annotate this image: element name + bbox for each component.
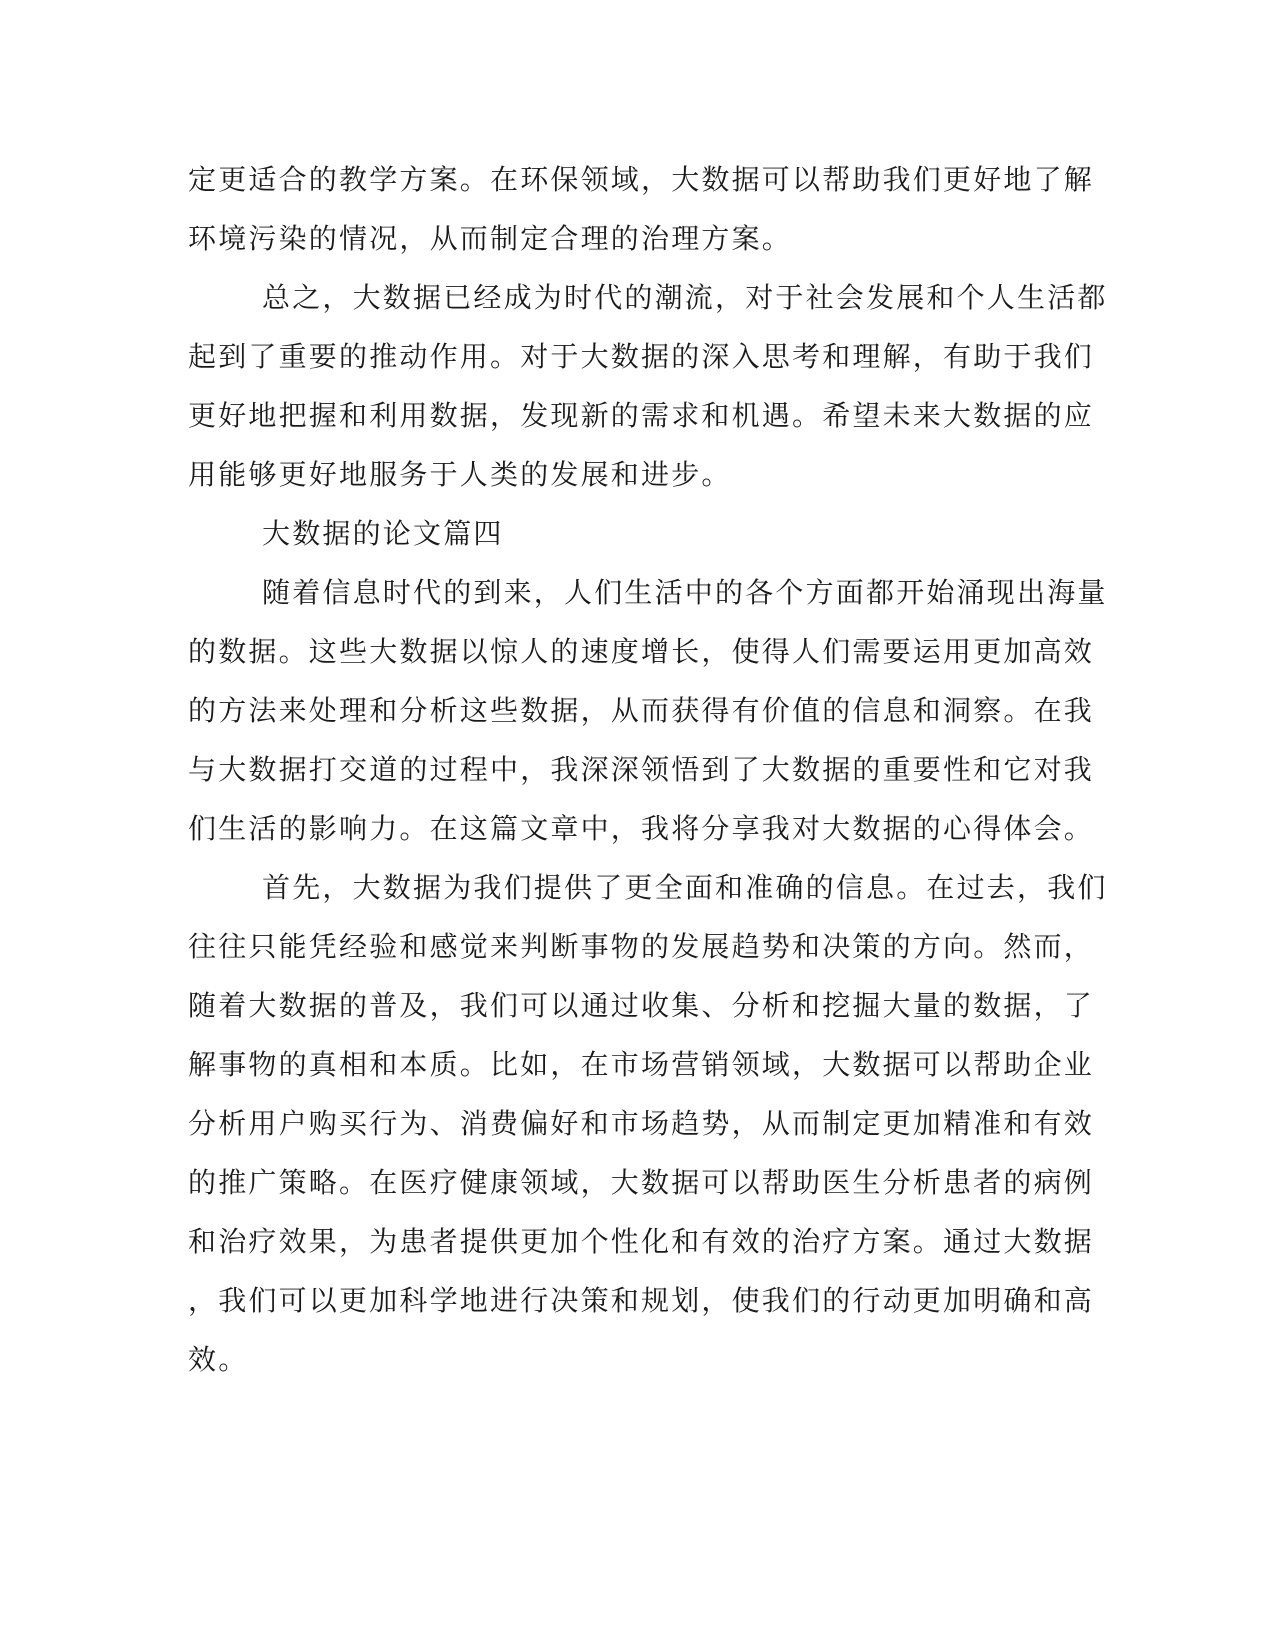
text-line: ，我们可以更加科学地进行决策和规划，使我们的行动更加明确和高 <box>188 1284 1095 1317</box>
text-line: 起到了重要的推动作用。对于大数据的深入思考和理解，有助于我们 <box>188 340 1095 373</box>
section-heading: 大数据的论文篇四 <box>262 517 504 550</box>
text-line: 定更适合的教学方案。在环保领域，大数据可以帮助我们更好地了解 <box>188 163 1095 196</box>
text-line: 解事物的真相和本质。比如，在市场营销领域，大数据可以帮助企业 <box>188 1048 1095 1081</box>
text-line: 和治疗效果，为患者提供更加个性化和有效的治疗方案。通过大数据 <box>188 1225 1095 1258</box>
text-line: 的方法来处理和分析这些数据，从而获得有价值的信息和洞察。在我 <box>188 694 1095 727</box>
text-line: 随着大数据的普及，我们可以通过收集、分析和挖掘大量的数据，了 <box>188 989 1095 1022</box>
text-line: 的数据。这些大数据以惊人的速度增长，使得人们需要运用更加高效 <box>188 635 1095 668</box>
text-line: 用能够更好地服务于人类的发展和进步。 <box>188 458 732 491</box>
text-line: 效。 <box>188 1343 249 1376</box>
text-line: 的推广策略。在医疗健康领域，大数据可以帮助医生分析患者的病例 <box>188 1166 1095 1199</box>
text-line: 更好地把握和利用数据，发现新的需求和机遇。希望未来大数据的应 <box>188 399 1095 432</box>
paragraph-start-line: 总之，大数据已经成为时代的潮流，对于社会发展和个人生活都 <box>262 281 1108 314</box>
text-line: 分析用户购买行为、消费偏好和市场趋势，从而制定更加精准和有效 <box>188 1107 1095 1140</box>
text-line: 往往只能凭经验和感觉来判断事物的发展趋势和决策的方向。然而， <box>188 930 1095 963</box>
text-line: 环境污染的情况，从而制定合理的治理方案。 <box>188 222 793 255</box>
paragraph-start-line: 首先，大数据为我们提供了更全面和准确的信息。在过去，我们 <box>262 871 1108 904</box>
text-line: 与大数据打交道的过程中，我深深领悟到了大数据的重要性和它对我 <box>188 753 1095 786</box>
text-line: 们生活的影响力。在这篇文章中，我将分享我对大数据的心得体会。 <box>188 812 1095 845</box>
paragraph-start-line: 随着信息时代的到来，人们生活中的各个方面都开始涌现出海量 <box>262 576 1108 609</box>
